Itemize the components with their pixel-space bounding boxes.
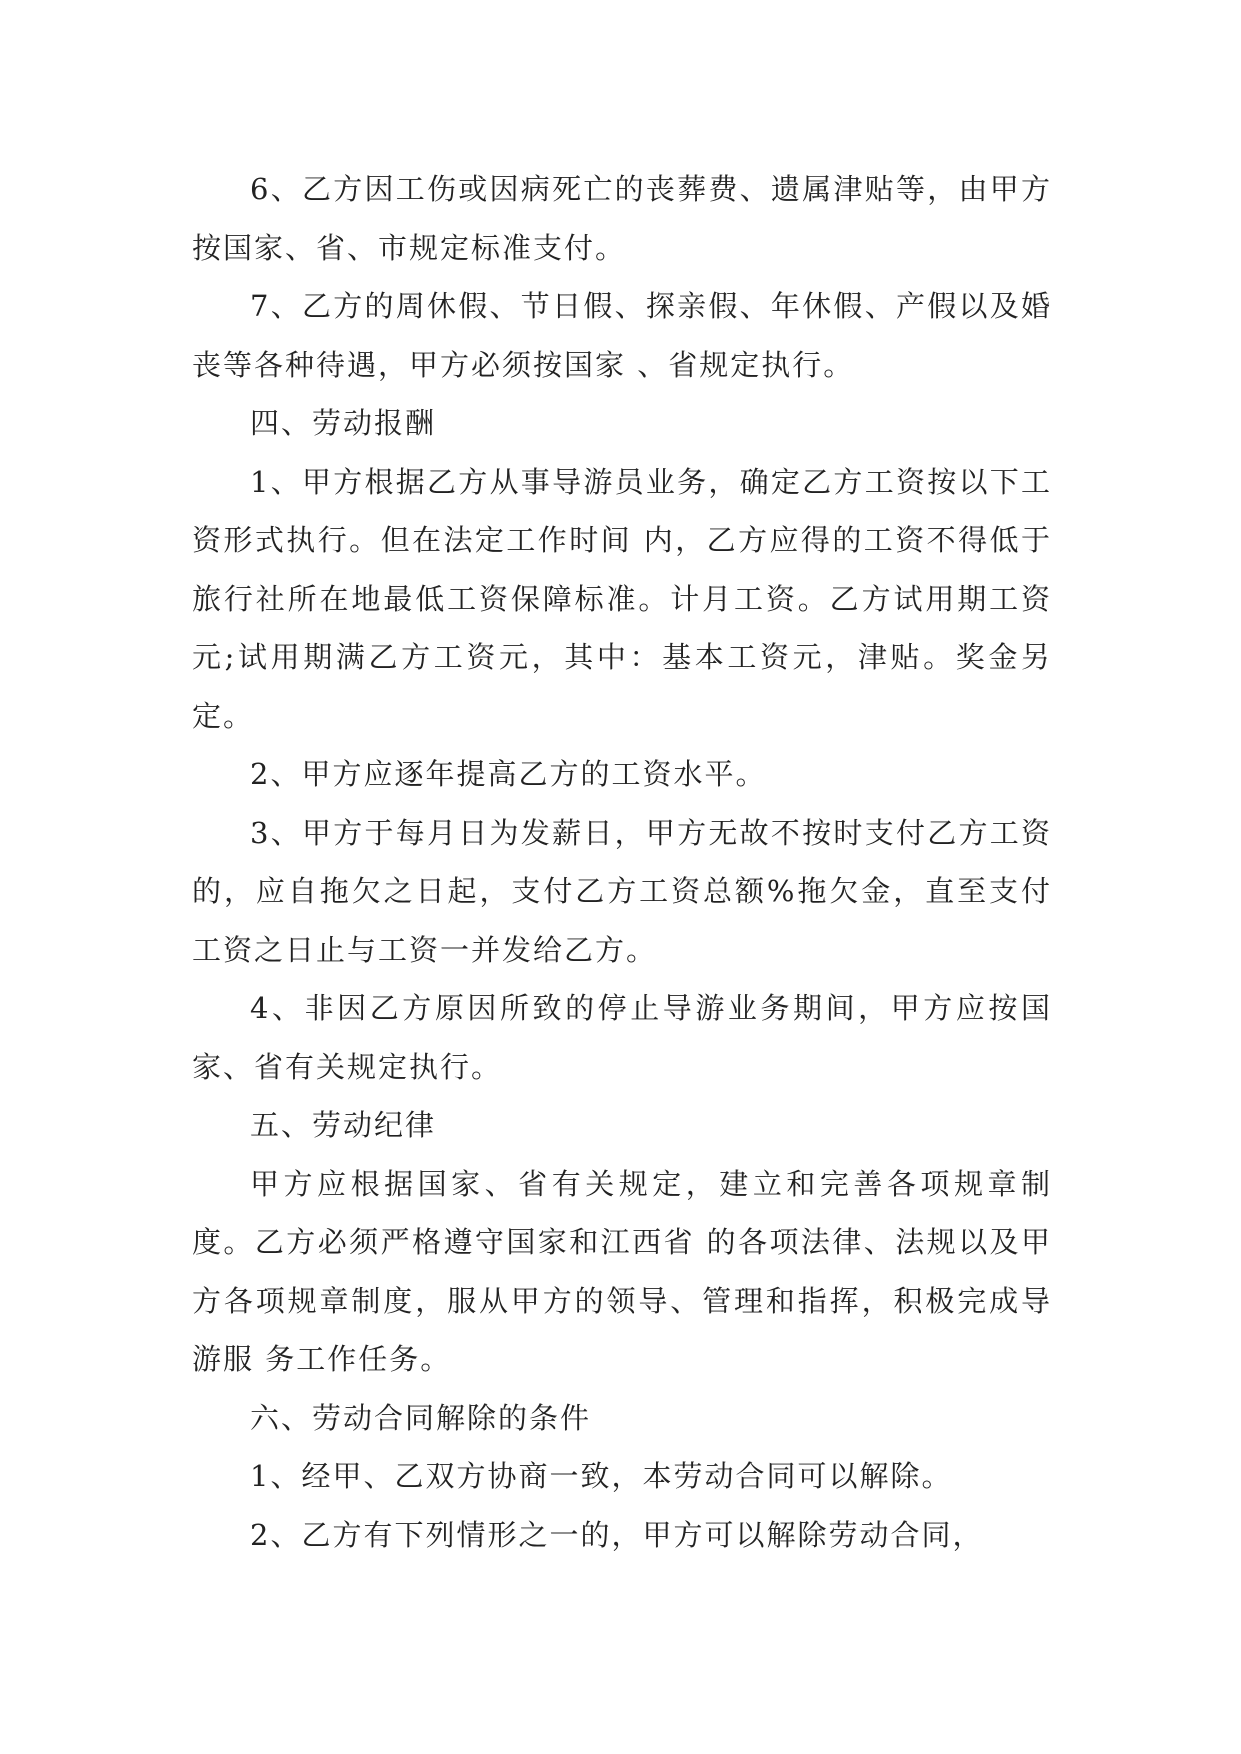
discipline-paragraph: 甲方应根据国家、省有关规定，建立和完善各项规章制度。乙方必须严格遵守国家和江西省 的各项法律、法规以及甲方各项规章制度，服从甲方的领导、管理和指挥，积极完成导游服 务工作任务。 <box>192 1166 1052 1376</box>
termination-clause-1: 1、经甲、乙双方协商一致，本劳动合同可以解除。 <box>250 1459 953 1493</box>
clause-1-wage-form: 1、甲方根据乙方从事导游员业务，确定乙方工资按以下工资形式执行。但在法定工作时间 内，乙方应得的工资不得低于旅行社所在地最低工资保障标准。计月工资。乙方试用期工资元;试用期满乙方工资元，其中：基本工资元，津贴。奖金另定。 <box>192 464 1052 733</box>
section-heading-discipline: 五、劳动纪律 <box>250 1108 437 1142</box>
section-heading-termination: 六、劳动合同解除的条件 <box>250 1400 592 1435</box>
clause-4-suspension-period: 4、非因乙方原因所致的停止导游业务期间，甲方应按国家、省有关规定执行。 <box>192 991 1052 1084</box>
clause-7-leave-benefits: 7、乙方的周休假、节日假、探亲假、年休假、产假以及婚丧等各种待遇，甲方必须按国家 、省规定执行。 <box>192 289 1052 382</box>
clause-3-payday: 3、甲方于每月日为发薪日，甲方无故不按时支付乙方工资的，应自拖欠之日起，支付乙方工资总额%拖欠金，直至支付工资之日止与工资一并发给乙方。 <box>192 815 1052 967</box>
document-page <box>192 160 1052 1564</box>
termination-clause-2: 2、乙方有下列情形之一的，甲方可以解除劳动合同， <box>250 1517 984 1552</box>
clause-2-wage-increase: 2、甲方应逐年提高乙方的工资水平。 <box>250 757 767 791</box>
clause-6-funeral-expenses: 6、乙方因工伤或因病死亡的丧葬费、遗属津贴等，由甲方按国家、省、市规定标准支付。 <box>192 172 1052 265</box>
section-heading-remuneration: 四、劳动报酬 <box>250 406 437 440</box>
